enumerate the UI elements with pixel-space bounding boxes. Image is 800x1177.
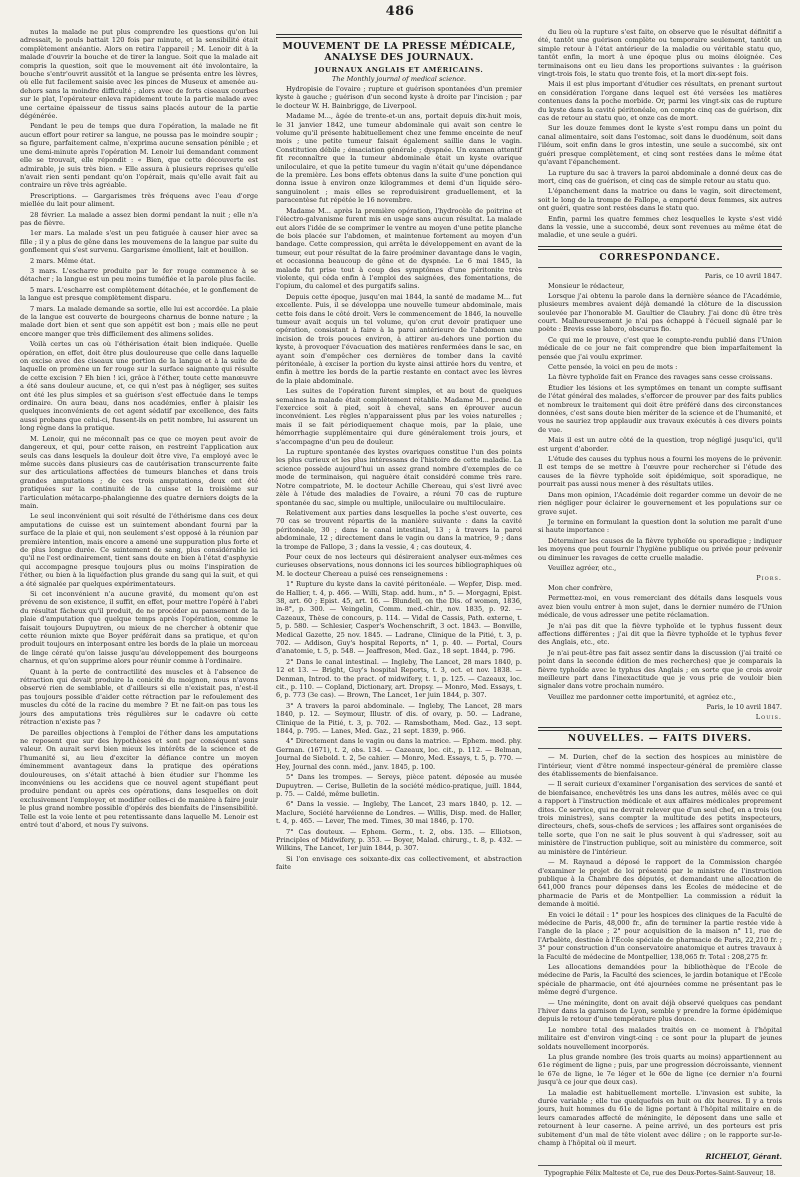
headline-rule: [276, 34, 522, 38]
article-continuation: [538, 28, 782, 240]
press-review-body: [276, 85, 522, 872]
article-paragraph: du lieu où la rupture s'est faite, on observe que le résultat définitif a été, tantôt une guérison complète ou temporaire seulement, tantôt un simple retour à l'état antérieur de la maladie ou véritable statu quo, tantôt enfin, la mort à une époque plus ou moins éloignée. Ces terminaisons ont eu lieu dans les proportions suivantes : la guérison vingt-trois fois, le statu quo trente fois, et la mort dix-sept fois.: [538, 28, 782, 79]
article-paragraph: nutes la malade ne put plus comprendre les questions qu'on lui adressait, le pouls battait 120 fois par minute, et la sensibilité était complètement anéantie. Alors on retira l'appareil ; M. Lenoir dit à la malade d'ouvrir la bouche et de tirer la langue. Soit que la malade ait compris la question, soit que le mouvement ait été involontaire, la bouche s'entr'ouvrit aussitôt et la langue se présenta entre les lèvres, où elle fut facilement saisie avec les pinces de Museux et amenée au-dehors sans la moindre difficulté ; alors avec de forts ciseaux courbes sur le plat, l'opérateur enleva rapidement toute la partie malade avec une certaine épaisseur de tissus sains placés autour de la partie dégénérée.: [20, 28, 258, 121]
letter-paragraph: Mais il est un autre côté de la question, trop négligé jusqu'ici, qu'il est urgent d'aborder.: [538, 436, 782, 453]
review-paragraph: 6° Dans la vessie. — Ingleby, The Lancet, 23 mars 1840, p. 12. — Maclure, Société harvéienne de Londres. — Willis, Disp. med. de Haller, t. 4, p. 465. — Lever, The med. Times, 30 mai 1846, p. 170.: [276, 800, 522, 826]
column-middle: [276, 28, 522, 1102]
gerant-signature: RICHELOT, Gérant.: [705, 1151, 782, 1161]
news-item: — Une méningite, dont on avait déjà observé quelques cas pendant l'hiver dans la garnison de Lyon, semble y prendre la forme épidémique depuis le retour d'une température plus douce.: [538, 998, 782, 1024]
article-paragraph: 5 mars. L'escharre est complètement détachée, et le gonflement de la langue est presque complètement disparu.: [20, 285, 258, 303]
review-paragraph: 1° Rupture du kyste dans la cavité péritonéale. — Wepfer, Disp. med. de Hallier, t. 4, p. 466. — Willi, Stap. add. hum., n° 5. — Morgagni, Epist. 38, art. 60 ; Epist. 45, art. 16. — Blundell, on the Dis. of women, 1836, in-8°, p. 300. — Veingelin, Comm. med.-chir., nov. 1835, p. 92. — Cazeaux, Thèse de concours, p. 114. — Vidal de Cassis, Path. externe, t. 5, p. 580. — Schlesier, Casper's Wochenschrift, 3 oct. 1843. — Bonville, Medical Gazette, 25 nov. 1845. — Ladrane, Clinique de la Pitié, t. 3, p. 702. — Addison, Guy's hospital Reports, n° 1, p. 40. — Portal, Cours d'anatomie, t. 5, p. 548. — Jeaffreson, Med. Gaz., 18 sept. 1844, p. 796.: [276, 580, 522, 656]
review-paragraph: Pour ceux de nos lecteurs qui désireraient analyser eux-mêmes ces curieuses observations, nous donnons ici les sources bibliographiques où M. le docteur Chereau a puisé ces renseignemens :: [276, 552, 522, 578]
review-paragraph: Relativement aux parties dans lesquelles la poche s'est ouverte, ces 70 cas se trouvent répartis de la manière suivante : dans la cavité péritonéale, 30 ; dans le canal intestinal, 13 ; à travers la paroi abdominale, 12 ; directement dans le vagin ou dans la matrice, 9 ; dans la trompe de Fallope, 3 ; dans la vessie, 4 ; cas douteux, 4.: [276, 508, 522, 551]
article-paragraph: M. Lenoir, qui ne méconnaît pas ce que ce moyen peut avoir de dangereux, et qui, pour cette raison, en restreint l'application aux seuls cas dans lesquels la douleur doit être vive, l'a employé avec le même succès dans plusieurs cas de cautérisation transcurrente faite sur des articulations affectées de tumeurs blanches et dans trois grandes amputations ; de ces trois amputations, deux ont été pratiquées sur la continuité de la cuisse et la troisième sur l'articulation métacarpo-phalangienne des quatre derniers doigts de la main.: [20, 434, 258, 510]
journal-source: The Monthly journal of medical science.: [331, 75, 467, 83]
article-paragraph: 7 mars. La malade demande sa sortie, elle lui est accordée. La plaie de la langue est couverte de bourgeons charnus de bonne nature ; la malade dort bien et sent que son appétit est bon ; mais elle ne peut encore manger que très difficilement des alimens solides.: [20, 304, 258, 338]
news-rule: [538, 727, 782, 731]
letter2-signature: Louis.: [755, 713, 782, 722]
article-paragraph: Sur les douze femmes dont le kyste s'est rompu dans un point du canal alimentaire, soit dans l'estomac, soit dans le duodénum, soit dans l'iléum, soit enfin dans le gros intestin, une seule a succombé, six ont guéri presque complètement, et cinq sont restées dans le même état qu'avant l'épanchement.: [538, 124, 782, 167]
news-underline: [538, 748, 782, 749]
imprint-rule: [538, 1165, 782, 1166]
page-number: 486: [385, 4, 415, 19]
letter2-body: [538, 594, 782, 701]
letter-paragraph: Lorsque j'ai obtenu la parole dans la dernière séance de l'Académie, plusieurs membres avaient déjà demandé la clôture de la discussion soulevée par l'honorable M. Gaultier de Claubry. J'ai donc dû être très court. Malheureusement je n'ai pas échappé à l'écueil signalé par le poète : Brevis esse laboro, obscurus fio.: [538, 291, 782, 334]
correspondence-underline: [538, 267, 782, 268]
review-paragraph: 3° A travers la paroi abdominale. — Ingleby, The Lancet, 28 mars 1840, p. 12. — Seymour, Illustr. of dis. of ovary, p. 50. — Ladrane, Clinique de la Pitié, t. 3, p. 702. — Ramsbotham, Med. Gaz., 13 sept. 1844, p. 795. — Lanes, Med. Gaz., 21 sept. 1839, p. 966.: [276, 701, 522, 736]
review-paragraph: Hydropisie de l'ovaire ; rupture et guérison spontanées d'un premier kyste à gauche ; guérison d'un second kyste à droite par l'incision ; par le docteur W. H. Bainbrigge, de Liverpool.: [276, 85, 522, 110]
correspondence-title: CORRESPONDANCE.: [599, 252, 721, 263]
article-paragraph: Quant à la perte de contractilité des muscles et à l'absence de rétraction qui devait produire la conicité du moignon, nous n'avons observé rien de semblable, et d'ailleurs si elle n'existait pas, n'est-il pas toujours possible d'aider cette rétraction par le refoulement des muscles du côté de la racine du membre ? Et ne fait-on pas tous les jours des amputations très régulières sur le cadavre où cette rétraction n'existe pas ?: [20, 667, 258, 727]
review-paragraph: 7° Cas douteux. — Ephem. Germ., t. 2, obs. 135. — Elliotson, Principles of Midwifery, p. 353. — Boyer, Malad. chirurg., t. 8, p. 432. — Wilkins, The Lancet, 1er juin 1844, p. 307.: [276, 827, 522, 853]
letter1-salutation: Monsieur le rédacteur,: [548, 281, 625, 290]
article-paragraph: 1er mars. La malade s'est un peu fatiguée à causer hier avec sa fille ; il y a plus de gêne dans les mouvemens de la langue par suite du gonflement qui s'est survenu. Gargarisme émollient, lait et bouillon.: [20, 229, 258, 255]
news-item: — Il serait curieux d'examiner l'organisation des services de santé et de bienfaisance, enchevêtrés les uns dans les autres, mêlés avec ce qui a rapport à l'instruction médicale et aux affaires médicales proprement dites. Ce service, qui ne devrait relever que d'un seul chef, en a trois (ou trois ministres), sans compter la multitude des petits inspecteurs, directeurs, chefs, sous-chefs de services ; les affaires sont organisées de telle sorte, que l'on ne sait le plus souvent à qui s'adresser, soit au ministère de l'instruction publique, soit au ministère du commerce, soit au ministère de l'intérieur.: [538, 780, 782, 856]
letter-paragraph: La fièvre typhoïde fait en France des ravages sans cesse croissans.: [548, 373, 773, 382]
article-paragraph: La rupture du sac à travers la paroi abdominale a donné deux cas de mort, cinq cas de guérison, et cinq cas de simple retour au statu quo.: [538, 168, 782, 185]
article-paragraph: Pendant le peu de temps que dura l'opération, la malade ne fit aucun effort pour retirer sa langue, ne poussa pas le moindre soupir ; sa figure, parfaitement calme, n'exprima aucune sensation pénible ; et une demi-minute après l'opération M. Lenoir lui demandant comment elle se trouvait, elle répondit : « Bien, que cette découverte est admirable, je suis très bien. » Elle assura à plusieurs reprises qu'elle n'avait rien senti pendant qu'on l'opérait, mais qu'elle avait fait au contraire un rêve très agréable.: [20, 122, 258, 190]
letter-paragraph: Je termine en formulant la question dont la solution me paraît d'une si haute importance :: [538, 517, 782, 535]
letter-paragraph: Veuillez me pardonner cette importunité, et agréez etc.,: [548, 692, 736, 701]
letter-paragraph: Cette pensée, la voici en peu de mots :: [548, 363, 678, 371]
news-item: — M. Durien, chef de la section des hospices au ministère de l'intérieur, vient d'être nommé inspecteur-général de première classe des établissements de bienfaisance.: [538, 753, 782, 779]
news-item: Le nombre total des malades traités en ce moment à l'hôpital militaire est d'environ vingt-cinq : ce sont pour la plupart de jeunes soldats nouvellement incorporés.: [538, 1025, 782, 1051]
letter-paragraph: Permettez-moi, en vous remerciant des détails dans lesquels vous avez bien voulu entrer à mon sujet, dans le dernier numéro de l'Union médicale, de vous adresser une petite réclamation.: [538, 594, 782, 620]
column-left: [20, 28, 258, 1102]
news-title: NOUVELLES. — FAITS DIVERS.: [568, 734, 752, 745]
column-right: [538, 28, 782, 1177]
letter1-dateline: Paris, ce 10 avril 1847.: [704, 271, 782, 280]
review-paragraph: Madame M..., âgée de trente-et-un ans, portait depuis dix-huit mois, le 31 janvier 1842, une tumeur abdominale qui avait son centre le volume qu'il présente habituellement chez une femme enceinte de neuf mois ; une petite tumeur faisait également saillie dans le vagin. Constitution débile ; émaciation générale ; dyspnée. Un examen attentif fit reconnaître que la tumeur abdominale était un kyste ovarique uniloculaire, et que la petite tumeur du vagin n'était qu'une dépendance de la première. Les bons effets obtenus dans la suite d'une ponction qui donna issue à environ onze kilogrammes et demi d'un liquide séro-sanguinolent ; mais elles se reproduisirent graduellement, et la paracentèse fut répétée le 16 novembre.: [276, 112, 522, 205]
article-paragraph: L'épanchement dans la matrice ou dans le vagin, soit directement, soit le long de la trompe de Fallope, a emporté deux femmes, six autres ont guéri, quatre sont restées dans le statu quo.: [538, 187, 782, 213]
printer-imprint: Typographie Félix Malteste et Ce, rue des Deux-Portes-Saint-Sauveur, 18.: [544, 1169, 776, 1177]
article-paragraph: 28 février. La malade a assez bien dormi pendant la nuit ; elle n'a pas de fièvre.: [20, 210, 258, 227]
article-paragraph: De pareilles objections à l'emploi de l'éther dans les amputations ne reposent que sur des hypothèses et sont par conséquent sans valeur. On aurait servi bien mieux les intérêts de la science et de l'humanité si, au lieu d'exciter la défiance contre un moyen éminemment avantageux dans la pratique des opérations douloureuses, on s'était attaché à bien étudier sur l'homme les inconvéniens ou les accidens que ce nouvel agent stupéfiant peut produire pendant ou après ces opérations, dans lesquelles on doit exclusivement l'employer, et modifier celles-ci de manière à faire jouir le plus grand nombre possible d'opérés des bienfaits de l'insensibilité. Telle est la voie lente et peu retentissante dans laquelle M. Lenoir est entré tout d'abord, et nous l'y suivons.: [20, 728, 258, 829]
review-paragraph: Si l'on envisage ces soixante-dix cas collectivement, et abstraction faite: [276, 854, 522, 872]
review-paragraph: Les suites de l'opération furent simples, et au bout de quelques semaines la malade était complètement rétablie. Madame M... prend de l'exercice soit à pied, soit à cheval, sans en éprouver aucun inconvénient. Les règles n'apparaissent plus par les voies naturelles ; mais il se fait périodiquement chaque mois, par la plaie, une hémorrhagie supplémentaire qui dure généralement trois jours, et s'accompagne d'un peu de douleur.: [276, 387, 522, 446]
letter-paragraph: Étudier les lésions et les symptômes en tenant un compte suffisant de l'état général des malades, s'efforcer de prouver par des faits publics et nombreux le traitement qui doit être préféré dans des circonstances données, c'est sans doute bien mériter de la science et de l'humanité, et vous ne sauriez trop applaudir aux travaux exécutés à ces divers points de vue.: [538, 383, 782, 434]
article-paragraph: Le seul inconvénient qui soit résulté de l'éthérisme dans ces deux amputations de cuisse est un suintement abondant fourni par la surface de la plaie et qui, non seulement s'est opposé à la réunion par première intention, mais encore a amené une suppuration plus forte et de plus longue durée. Ce suintement de sang, plus considérable ici qu'il ne l'est ordinairement, tient sans doute en bien à l'état d'asphyxie qui accompagne presque toujours plus ou moins l'inspiration de l'éther, ou bien à la liquéfaction plus grande du sang qui la suit, et qui a été signalée par quelques expérimentateurs.: [20, 512, 258, 588]
review-paragraph: La rupture spontanée des kystes ovariques constitue l'un des points les plus curieux et les plus intéressans de l'histoire de cette maladie. La science possède aujourd'hui un assez grand nombre d'exemples de ce mode de terminaison, qui naguère était considéré comme très rare. Notre compatriote, M. le docteur Achille Chereau, qui s'est livré avec zèle à l'étude des maladies de l'ovaire, a réuni 70 cas de rupture spontanée du sac, simple ou multiple, uniloculaire ou multiloculaire.: [276, 448, 522, 507]
letter-paragraph: Je n'ai pas dit que la fièvre typhoïde et le typhus fussent deux affections différentes ; j'ai dit que la fièvre typhoïde et le typhus fever des Anglais, etc., etc.: [538, 621, 782, 647]
letter2-dateline: Paris, le 10 avril 1847.: [706, 703, 782, 712]
article-paragraph: Enfin, parmi les quatre femmes chez lesquelles le kyste s'est vidé dans la vessie, une a succombé, deux sont revenues au même état de maladie, et une seule a guéri.: [538, 214, 782, 240]
review-paragraph: Depuis cette époque, jusqu'en mai 1844, la santé de madame M... fut excellente. Puis, il se développa une nouvelle tumeur abdominale, mais cette fois dans le côté droit. Vers le commencement de 1846, la nouvelle tumeur avait acquis un tel volume, qu'on crut devoir pratiquer une opération, consistant à faire à la paroi antérieure de l'abdomen une incision de trois pouces environ, à attirer au-dehors une portion du kyste, à provoquer l'évacuation des matières renfermées dans le sac, en ayant soin d'empêcher ces dernières de tomber dans la cavité péritonéale, à exciser la portion du kyste ainsi attirée hors du ventre, et enfin à mettre les bords de la partie restante en contact avec les lèvres de la plaie abdominale.: [276, 292, 522, 385]
correspondence-rule: [538, 246, 782, 250]
letter-paragraph: Ce qui me le prouve, c'est que le compte-rendu publié dans l'Union médicale de ce jour ne fait comprendre que bien imparfaitement la pensée que j'ai voulu exprimer.: [538, 335, 782, 361]
review-paragraph: 4° Directement dans le vagin ou dans la matrice. — Ephem. med. phy. German. (1671), t. 2, obs. 134. — Cazeaux, loc. cit., p. 112. — Belman, Journal de Siebold. t. 2, 5e cahier. — Monro, Med. Essays, t. 5, p. 770. — Hey, Journal des conn. méd., janv. 1845, p. 100.: [276, 737, 522, 771]
letter-paragraph: Déterminer les causes de la fièvre typhoïde ou sporadique ; indiquer les moyens que peut fournir l'hygiène publique ou privée pour prévenir ou diminuer les ravages de cette cruelle maladie.: [538, 536, 782, 562]
review-paragraph: Madame M... après la première opération, l'hydrocèle de poitrine et l'électro-galvanisme furent mis en usage sans aucun résultat. La malade eut alors l'idée de se comprimer le ventre au moyen d'une petite planche de bois placée sur l'abdomen, et maintenue fortement au moyen d'un bandage. Cette compression, qui arrêta le développement en avant de la tumeur, eut pour résultat de la faire proéminer davantage dans le vagin, et occasionna beaucoup de gêne et de dyspnée. Le 6 mai 1845, la malade fut prise tout à coup des symptômes d'une péritonite très violente, qui céda enfin à l'emploi des saignées, des fomentations, de l'opium, du calomel et des purgatifs salins.: [276, 206, 522, 291]
letter1-body: [538, 292, 782, 573]
letter-paragraph: Veuillez agréer, etc.,: [548, 563, 617, 572]
letter-paragraph: Dans mon opinion, l'Académie doit regarder comme un devoir de ne rien négliger pour éclairer le gouvernement et les populations sur ce grave sujet.: [538, 490, 782, 516]
news-item: — M. Raynaud a déposé le rapport de la Commission chargée d'examiner le projet de loi présenté par le ministre de l'instruction publique à la Chambre des députés, et demandant une allocation de 641,000 francs pour dépenses dans les Écoles de médecine et de pharmacie de Paris et de Montpellier. La commission a réduit la demande à moitié.: [538, 858, 782, 909]
article-paragraph: Si cet inconvénient n'a aucune gravité, du moment qu'on est prévenu de son existence, il suffit, en effet, pour mettre l'opéré à l'abri du résultat fâcheux qu'il produit, de ne procéder au pansement de la plaie d'amputation que quelque temps après l'opération, comme le faisait toujours Dupuytren, ou mieux de ne chercher à obtenir que cette réunion mixte que Boyer préférait dans sa pratique, et qu'on produit toujours en interposant entre les bords de la plaie un morceau de linge cératé qu'on laisse jusqu'au développement des bourgeons charnus, et qu'on supprime alors pour réunir comme à l'ordinaire.: [20, 590, 258, 666]
letter2-salutation: Mon cher confrère,: [548, 584, 613, 593]
news-item: En voici le détail : 1° pour les hospices des cliniques de la Faculté de médecine de Paris, 48,000 fr., afin de terminer la partie restée vide à l'angle de la place ; 2° pour acquisition de la maison n° 11, rue de l'Arbalète, destinée à l'École spéciale de pharmacie de Paris, 22,210 fr. ; 3° pour construction d'un conservatoire anatomique et autres travaux à la Faculté de médecine de Montpellier, 138,065 fr. Total : 208,275 fr.: [538, 910, 782, 961]
letter-paragraph: Je n'ai peut-être pas fait assez sentir dans la discussion (j'ai traité ce point dans la seconde édition de mes recherches) que je comparais la fièvre typhoïde avec le typhus des Anglais ; en sorte que je crois avoir meilleure part dans l'inexactitude que je vous prie de vouloir bien signaler dans votre prochain numéro.: [538, 648, 782, 691]
news-body: [538, 753, 782, 1147]
review-paragraph: 5° Dans les trompes. — Sereys, pièce patent. déposée au musée Dupuytren. — Cerise, Bulletin de la société médico-pratique, juill. 1844, p. 75. — Caldé, même bulletin.: [276, 773, 522, 798]
article-paragraph: Mais il est plus important d'étudier ces résultats, en prenant surtout en considération l'organe dans lequel est été versées les matières contenues dans la poche morbide. Or, parmi les vingt-six cas de rupture du kyste dans la cavité péritonéale, on compte cinq cas de guérison, dix cas de retour au statu quo, et onze cas de mort.: [538, 80, 782, 123]
article-paragraph: 3 mars. L'escharre produite par le fer rouge commence à se détacher ; la langue est un peu moins tuméfiée et la parole plus facile.: [20, 266, 258, 284]
news-item: Les allocations demandées pour la bibliothèque de l'École de médecine de Paris, la Faculté des sciences, le jardin botanique et l'École spéciale de pharmacie, ont été ajournées comme ne présentant pas le même degré d'urgence.: [538, 962, 782, 997]
article-paragraph: Prescriptions. — Gargarismes très fréquens avec l'eau d'orge miellée du lait pour aliment.: [20, 191, 258, 209]
review-paragraph: 2° Dans le canal intestinal. — Ingleby, The Lancet, 28 mars 1840, p. 12 et 13. — Bright, Guy's hospital Reports, t. 3, oct. et nov. 1838. — Denman, Introd. to the pract. of midwifery, t. 1, p. 125. — Cazeaux, loc. cit., p. 110. — Copland, Dictionary, art. Dropsy. — Monro, Med. Essays, t. 6, p. 773 (3e cas). — Brown, The Lancet, 1er juin 1844, p. 307.: [276, 657, 522, 700]
news-item: La maladie est habituellement mortelle. L'invasion est subite, la durée variable ; elle tue quelquefois en huit ou dix heures. Il y a trois jours, huit hommes du 61e de ligne portant à l'hôpital militaire en de leurs camarades affecté de méningite, le déposent dans une salle et retournent à leur caserne. A peine arrivé, un des porteurs est pris subitement d'un mal de tête violent avec délire ; on le rapporte sur-le-champ à l'hôpital où il meurt.: [538, 1088, 782, 1148]
article-paragraph: Voilà certes un cas où l'éthérisation était bien indiquée. Quelle opération, en effet, doit être plus douloureuse que celle dans laquelle on excise avec des ciseaux une portion de la langue et à la suite de laquelle on promène un fer rouge sur la surface saignante qui résulte de cette excision ? Eh bien ! ici, grâce à l'éther, toute cette manœuvre a été sans douleur aucune, et, ce qui n'est pas à négliger, ses suites ont été les plus simples et sa guérison s'est effectuée dans le temps ordinaire. On aura beau, dans nos académies, enfler à plaisir les quelques inconvénients de cet agent sédatif par excellence, des faits aussi probans que celui-ci, fussent-ils en petit nombre, lui assurent un long règne dans la pratique.: [20, 340, 258, 433]
section-headline: MOUVEMENT DE LA PRESSE MÉDICALE, ANALYSE DES JOURNAUX.: [282, 41, 516, 63]
news-item: La plus grande nombre (les trois quarts au moins) appartiennent au 61e régiment de ligne ; puis, par une progression décroissante, viennent le 67e de ligne, le 7e léger et le 60e de ligne (ce dernier n'a fourni jusqu'à ce jour que deux cas).: [538, 1053, 782, 1087]
letter-paragraph: L'étude des causes du typhus nous a fourni les moyens de le prévenir. Il est temps de se mettre à l'œuvre pour rechercher si l'étude des causes de la fièvre typhoïde soit épidémique, soit sporadique, ne pourrait pas aussi nous mener à des résultats utiles.: [538, 455, 782, 489]
article-paragraph: 2 mars. Même état.: [30, 256, 96, 265]
letter1-signature: Piors.: [756, 574, 782, 583]
journal-subhead: JOURNAUX ANGLAIS ET AMÉRICAINS.: [314, 66, 484, 74]
